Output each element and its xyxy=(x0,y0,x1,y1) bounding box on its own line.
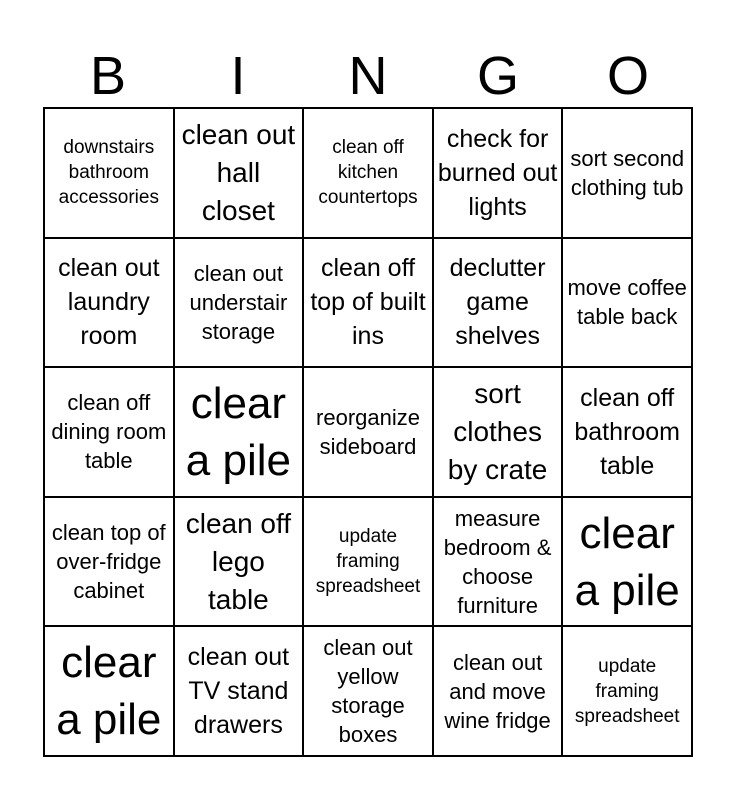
bingo-cell-text: update framing spreadsheet xyxy=(315,526,421,598)
bingo-cell-text: declutter game shelves xyxy=(449,254,546,351)
bingo-grid xyxy=(43,107,693,757)
bingo-cell-text: clean top of over-fridge cabinet xyxy=(51,520,166,604)
bingo-cell[interactable] xyxy=(303,626,433,756)
bingo-cell[interactable] xyxy=(44,108,174,238)
bingo-cell[interactable] xyxy=(433,626,563,756)
bingo-cell-text: clean out TV stand drawers xyxy=(187,643,290,740)
bingo-cell[interactable] xyxy=(174,626,304,756)
header-letter-b: B xyxy=(89,46,127,106)
bingo-cell[interactable] xyxy=(562,238,692,368)
bingo-cell[interactable] xyxy=(433,367,563,497)
bingo-cell[interactable] xyxy=(44,238,174,368)
bingo-cell-text: clean off dining room table xyxy=(51,390,167,474)
bingo-cell-text: measure bedroom & choose furniture xyxy=(443,505,552,618)
bingo-cell-text: clear a pile xyxy=(574,508,680,615)
bingo-cell-text: move coffee table back xyxy=(567,275,687,330)
bingo-cell-text: clean out yellow storage boxes xyxy=(323,635,413,748)
bingo-cell-text: clean out hall closet xyxy=(181,118,296,226)
header-letter-i: I xyxy=(230,46,246,106)
bingo-cell[interactable] xyxy=(562,497,692,627)
bingo-cell-text: clean out laundry room xyxy=(58,254,160,351)
bingo-cell[interactable] xyxy=(433,238,563,368)
bingo-cell-text: clean off lego table xyxy=(185,507,292,615)
bingo-cell[interactable] xyxy=(303,497,433,627)
bingo-cell[interactable] xyxy=(562,367,692,497)
bingo-cell[interactable] xyxy=(44,626,174,756)
bingo-cell[interactable] xyxy=(303,108,433,238)
bingo-cell[interactable] xyxy=(433,108,563,238)
bingo-cell[interactable] xyxy=(174,108,304,238)
bingo-cell-text: reorganize sideboard xyxy=(316,404,420,459)
bingo-cell-text: clean out and move wine fridge xyxy=(444,649,551,733)
bingo-cell-text: clean off bathroom table xyxy=(574,383,680,480)
bingo-cell-text: clear a pile xyxy=(56,638,162,745)
bingo-cell-text: check for burned out lights xyxy=(437,124,558,221)
bingo-cell[interactable] xyxy=(174,497,304,627)
header-letter-o: O xyxy=(606,46,649,106)
bingo-cell-text: clean out understair storage xyxy=(189,260,288,344)
bingo-cell[interactable] xyxy=(174,238,304,368)
bingo-cell[interactable] xyxy=(44,367,174,497)
bingo-cell-text: downstairs bathroom accessories xyxy=(58,137,159,209)
bingo-header xyxy=(43,44,693,108)
bingo-cell[interactable] xyxy=(44,497,174,627)
bingo-cell[interactable] xyxy=(303,238,433,368)
bingo-cell-text: clean off kitchen countertops xyxy=(318,137,418,209)
bingo-cell-text: clean off top of built ins xyxy=(310,254,426,351)
header-letter-g: G xyxy=(476,46,519,106)
bingo-cell[interactable] xyxy=(433,497,563,627)
bingo-cell[interactable] xyxy=(562,626,692,756)
bingo-cell-text: clear a pile xyxy=(185,378,291,485)
header-letter-n: N xyxy=(348,46,388,106)
bingo-cell-text: sort second clothing tub xyxy=(570,145,685,200)
bingo-cell-text: update framing spreadsheet xyxy=(574,655,680,727)
bingo-cell[interactable] xyxy=(562,108,692,238)
bingo-cell[interactable] xyxy=(303,367,433,497)
bingo-cell[interactable] xyxy=(174,367,304,497)
bingo-cell-text: sort clothes by crate xyxy=(447,377,548,485)
